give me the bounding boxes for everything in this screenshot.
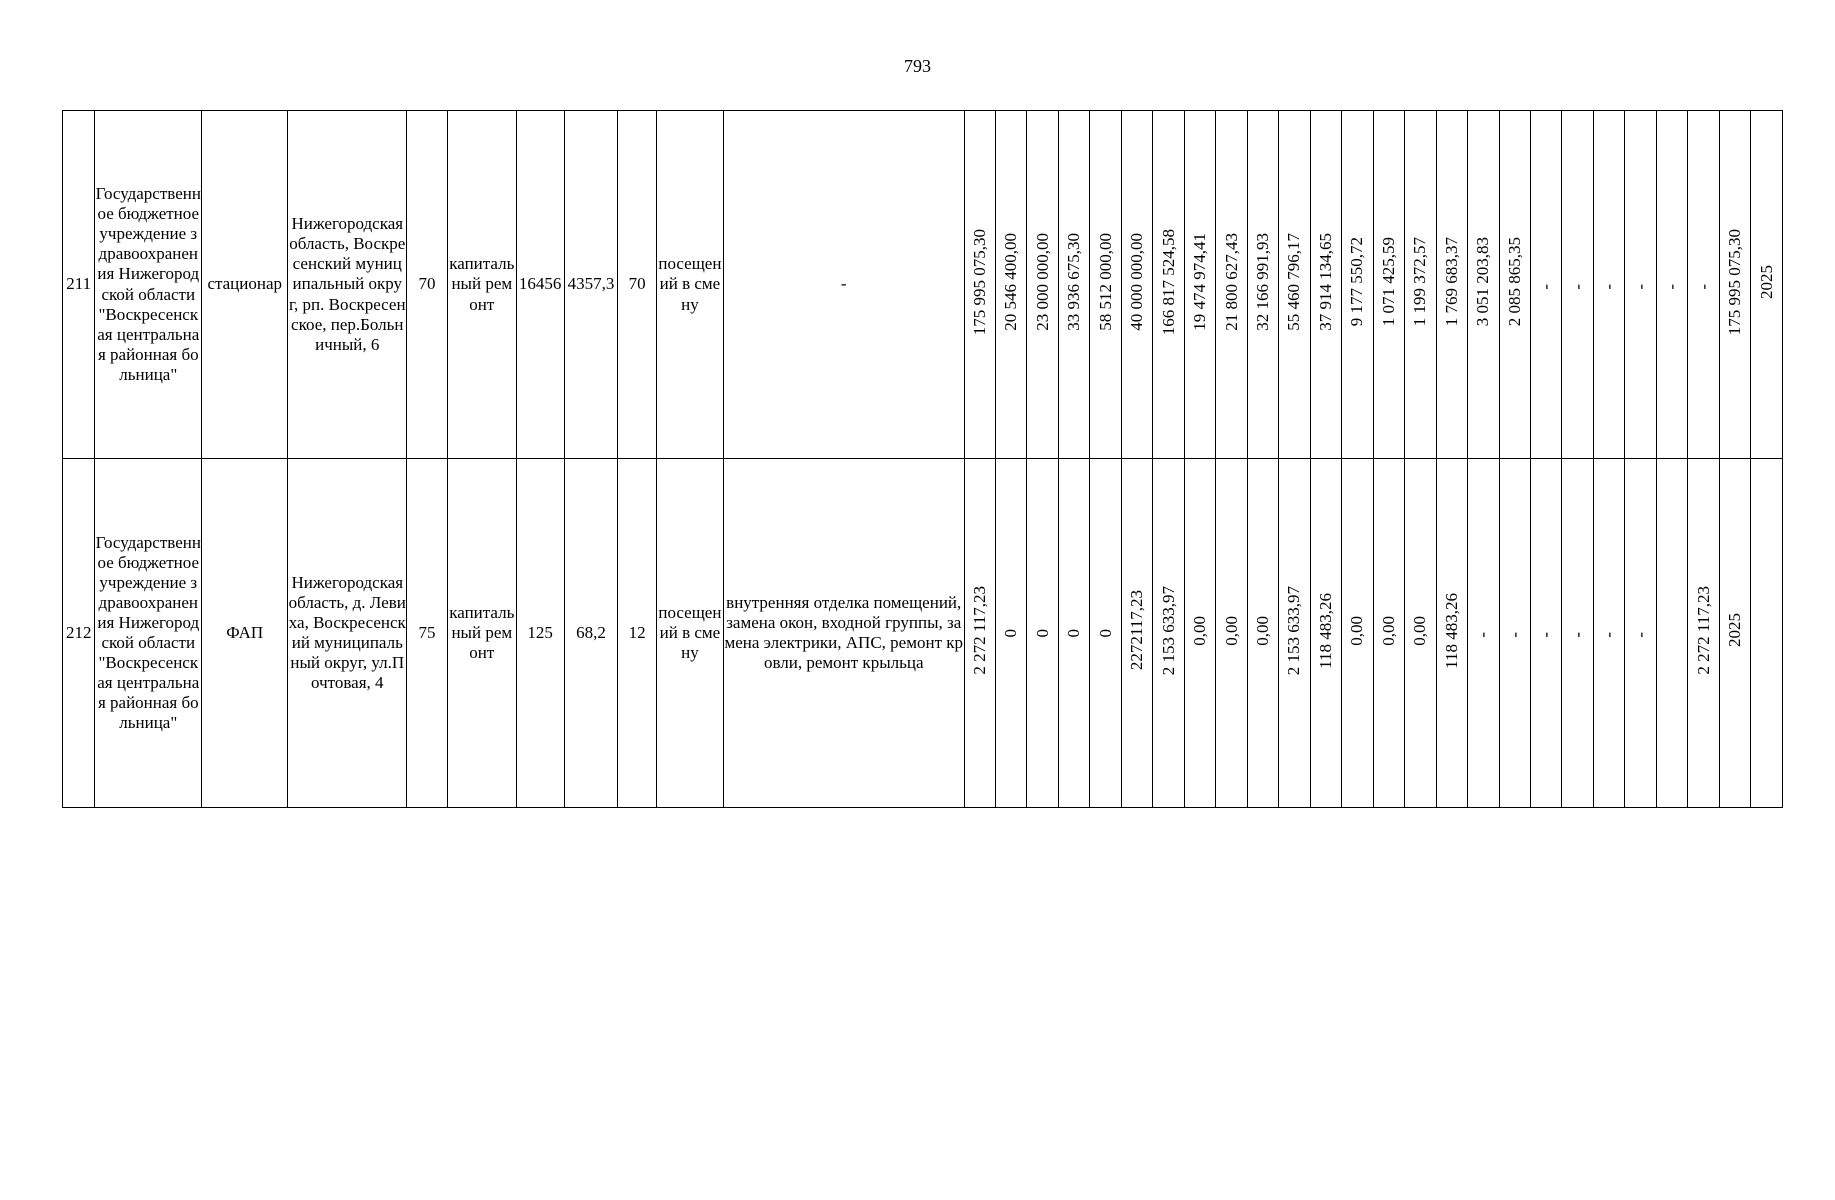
amount-cell: 166 817 524,58 [1153,111,1184,459]
amount-cell: - [1468,459,1499,808]
work-type: капитальный ремонт [447,459,516,808]
amount-cell: 58 512 000,00 [1090,111,1121,459]
value-cell: 125 [516,459,564,808]
amount-cell: - [1625,111,1656,459]
facility-address: Нижегородская область, д. Левиха, Воскресенский муниципальный округ, ул.Почтовая, 4 [288,459,407,808]
work-description: внутренняя отделка помещений, замена окон, входной группы, замена электрики, АПС, ремонт кровли, ремонт крыльца [723,459,964,808]
row-number: 211 [63,111,95,459]
facility-type: ФАП [202,459,288,808]
amount-cell: 1 071 425,59 [1373,111,1404,459]
amount-cell: 0,00 [1184,459,1215,808]
amount-cell: 40 000 000,00 [1121,111,1152,459]
amount-cell: 175 995 075,30 [964,111,995,459]
value-cell: 75 [407,459,448,808]
amount-cell: - [1593,459,1624,808]
organization-name: Государственное бюджетное учреждение здравоохранения Нижегородской области "Воскресенская центральная районная больница" [95,459,202,808]
value-cell: 12 [618,459,657,808]
amount-cell: - [1656,111,1687,459]
facility-address: Нижегородская область, Воскресенский муниципальный округ, рп. Воскресенское, пер.Больничный, 6 [288,111,407,459]
amount-cell: - [1499,459,1530,808]
capacity-unit: посещений в смену [656,111,723,459]
amount-cell: 0,00 [1373,459,1404,808]
amount-cell: 1 199 372,57 [1405,111,1436,459]
amount-cell: 3 051 203,83 [1468,111,1499,459]
amount-cell: 2272117,23 [1121,459,1152,808]
amount-cell: 0,00 [1405,459,1436,808]
amount-cell: 0,00 [1342,459,1373,808]
value-cell: 68,2 [564,459,618,808]
amount-cell: 2 272 117,23 [1688,459,1719,808]
facility-type: стационар [202,111,288,459]
amount-cell: 0,00 [1216,459,1247,808]
amount-cell: 21 800 627,43 [1216,111,1247,459]
table-row [63,111,1783,459]
amount-cell: 0 [1027,459,1058,808]
amount-cell [1751,459,1783,808]
amount-cell: 2025 [1751,111,1783,459]
amount-cell: 23 000 000,00 [1027,111,1058,459]
table-row [63,459,1783,808]
amount-cell: 55 460 796,17 [1279,111,1310,459]
amount-cell: 0 [1090,459,1121,808]
amount-cell: - [1530,111,1561,459]
amount-cell: 33 936 675,30 [1058,111,1089,459]
row-number: 212 [63,459,95,808]
amount-cell: - [1562,459,1593,808]
amount-cell: 0 [1058,459,1089,808]
amount-cell: - [1625,459,1656,808]
amount-cell: 118 483,26 [1310,459,1341,808]
organization-name: Государственное бюджетное учреждение здравоохранения Нижегородской области "Воскресенская центральная районная больница" [95,111,202,459]
page-number: 793 [904,56,931,76]
amount-cell: 32 166 991,93 [1247,111,1278,459]
amount-cell: 2025 [1719,459,1750,808]
amount-cell: 2 153 633,97 [1153,459,1184,808]
work-description: - [723,111,964,459]
amount-cell: 2 272 117,23 [964,459,995,808]
amount-cell: 0,00 [1247,459,1278,808]
capacity-unit: посещений в смену [656,459,723,808]
amount-cell: 37 914 134,65 [1310,111,1341,459]
work-type: капитальный ремонт [447,111,516,459]
registry-table [62,110,1783,808]
amount-cell: 19 474 974,41 [1184,111,1215,459]
amount-cell: - [1593,111,1624,459]
amount-cell: 2 085 865,35 [1499,111,1530,459]
amount-cell [1656,459,1687,808]
amount-cell: 20 546 400,00 [996,111,1027,459]
value-cell: 4357,3 [564,111,618,459]
amount-cell: 175 995 075,30 [1719,111,1750,459]
amount-cell: - [1688,111,1719,459]
amount-cell: 118 483,26 [1436,459,1467,808]
amount-cell: 2 153 633,97 [1279,459,1310,808]
amount-cell: - [1530,459,1561,808]
amount-cell: - [1562,111,1593,459]
amount-cell: 1 769 683,37 [1436,111,1467,459]
value-cell: 16456 [516,111,564,459]
value-cell: 70 [618,111,657,459]
amount-cell: 9 177 550,72 [1342,111,1373,459]
value-cell: 70 [407,111,448,459]
amount-cell: 0 [996,459,1027,808]
